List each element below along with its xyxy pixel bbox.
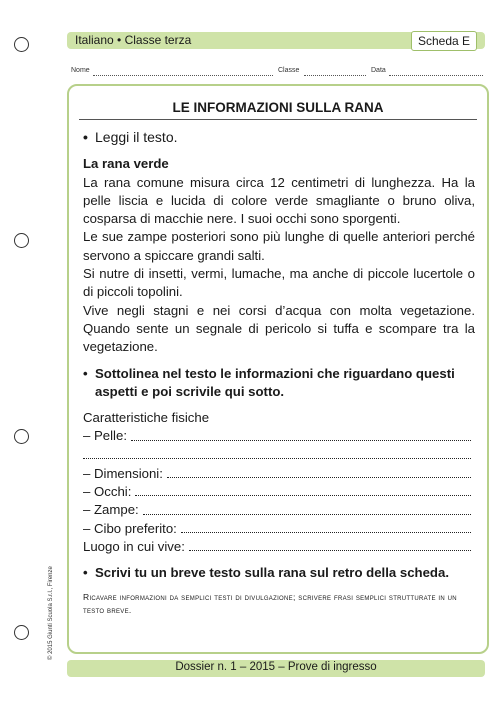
answer-line[interactable]: [167, 465, 471, 478]
header-bar: [67, 32, 485, 49]
answer-row-cibo: [83, 520, 475, 538]
instruction-read: • Leggi il testo.: [83, 128, 475, 146]
answer-label: – Dimensioni:: [83, 465, 163, 481]
answer-label: – Occhi:: [83, 484, 132, 500]
learning-objective: Ricavare informazioni da semplici testi di divulgazione; scrivere frasi semplici strutturate in un testo breve.: [83, 591, 457, 615]
answer-label: Luogo in cui vive:: [83, 538, 185, 554]
binder-hole: [14, 37, 29, 52]
copyright-notice: © 2015 Giunti Scuola S.r.l., Firenze: [48, 566, 54, 660]
name-label: Nome: [71, 67, 90, 74]
story-paragraph: Si nutre di insetti, vermi, lumache, ma anche di piccole lucertole o di piccoli topolini.: [83, 266, 475, 300]
answer-row-zampe: [83, 501, 475, 519]
footer-label: Dossier n. 1 – 2015 – Prove di ingresso: [175, 661, 377, 673]
date-field[interactable]: [389, 68, 483, 76]
answer-row-pelle: [83, 427, 475, 445]
answer-label: – Zampe:: [83, 502, 139, 518]
date-label: Data: [371, 67, 386, 74]
sheet-label: Scheda E: [411, 31, 477, 51]
worksheet-box: [67, 84, 489, 654]
answer-line[interactable]: [135, 483, 471, 496]
binder-hole: [14, 429, 29, 444]
class-label: Classe: [278, 67, 300, 74]
page-title: LE INFORMAZIONI SULLA RANA: [172, 100, 384, 115]
story-paragraph: Le sue zampe posteriori sono più lunghe di quelle anteriori perché servono a spiccare grandi salti.: [83, 229, 475, 263]
answer-label: – Pelle:: [83, 428, 127, 444]
answer-row-dimensioni: [83, 465, 475, 483]
answer-line[interactable]: [189, 538, 471, 551]
answer-row-occhi: [83, 483, 475, 501]
instruction-underline: • Sottolinea nel testo le informazioni che riguardano questi aspetti e poi scrivile qui sotto.: [83, 365, 475, 402]
binder-hole: [14, 625, 29, 640]
story-paragraph: Vive negli stagni e nei corsi d’acqua con molta vegetazione. Quando sente un segnale di pericolo si tuffa e scompare tra la vegetazione.: [83, 302, 475, 355]
footer-bar: [67, 660, 485, 677]
worksheet-content: [83, 128, 475, 617]
name-field[interactable]: [93, 68, 273, 76]
answer-row-luogo: [83, 538, 475, 556]
instruction-write: • Scrivi tu un breve testo sulla rana sul retro della scheda.: [83, 564, 475, 582]
answer-line[interactable]: [181, 520, 471, 533]
story-title: La rana verde: [83, 156, 169, 172]
story-paragraph: La rana comune misura circa 12 centimetri di lunghezza. Ha la pelle liscia e lucida di colore verde smagliante o bruno oliva, cosparsa di macchie nere. I suoi occhi sono sporgenti.: [83, 174, 475, 227]
answer-line[interactable]: [143, 501, 471, 514]
answer-line[interactable]: [131, 427, 471, 440]
answer-line[interactable]: [83, 446, 471, 459]
characteristics-heading: Caratteristiche fisiche: [83, 410, 210, 426]
answer-label: – Cibo preferito:: [83, 520, 177, 536]
binder-hole: [14, 233, 29, 248]
class-field[interactable]: [304, 68, 366, 76]
title-divider: [79, 119, 477, 120]
subject-label: Italiano • Classe terza: [75, 33, 192, 47]
